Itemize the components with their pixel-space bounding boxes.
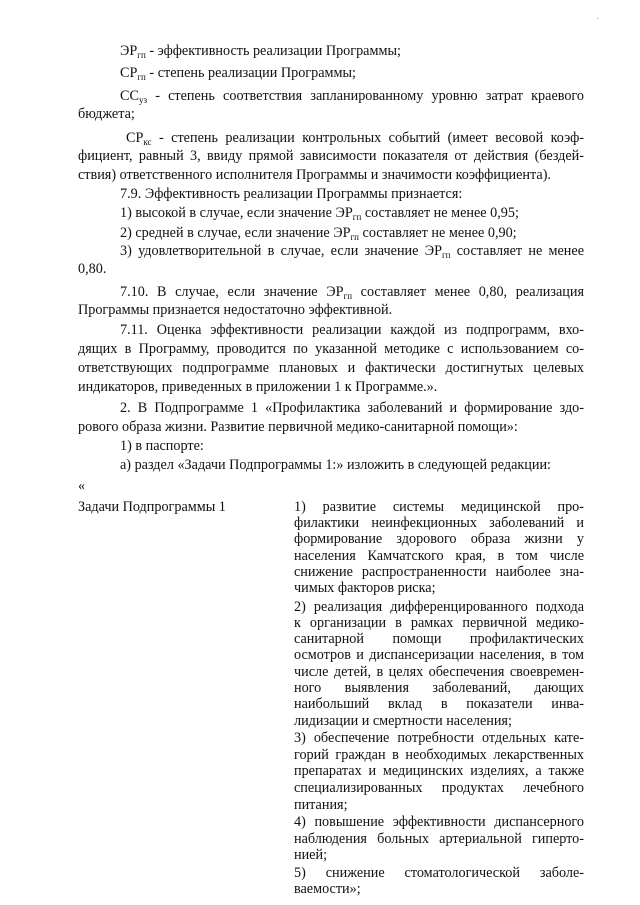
task-line: лидизации и смертности населения; bbox=[294, 712, 512, 729]
opening-quote: « bbox=[78, 478, 86, 494]
task-line: санитарной помощи профилактических bbox=[294, 630, 584, 647]
paragraph-2-line: 2. В Подпрограмме 1 «Профилактика заболеваний и формирование здо- bbox=[120, 400, 584, 416]
corner-mark: · bbox=[596, 14, 600, 25]
definition-cont: бюджета; bbox=[78, 106, 135, 122]
definition-ssuz: $СС_{уз}$ - степень соответствия запланированному уровню затрат краевого bbox=[120, 88, 584, 105]
paragraph-7-11-line: индикаторов, приведенных в приложении 1 к Программе.». bbox=[78, 379, 438, 395]
subpoint-a: а) раздел «Задачи Подпрограммы 1:» изложить в следующей редакции: bbox=[120, 457, 551, 473]
paragraph-7-9-heading: 7.9. Эффективность реализации Программы признается: bbox=[120, 186, 463, 202]
paragraph-7-9-item: 1) высокой в случае, если значение $ЭР_{гп}$ составляет не менее 0,95; bbox=[120, 205, 519, 222]
paragraph-2-line: рового образа жизни. Развитие первичной медико-санитарной помощи»: bbox=[78, 419, 518, 435]
paragraph-7-9-tail: 0,80. bbox=[78, 261, 107, 277]
task-line: специализированных продуктах лечебного bbox=[294, 779, 584, 796]
task-line: ваемости»; bbox=[294, 881, 361, 897]
task-line: населения Камчатского края, в том числе bbox=[294, 547, 584, 564]
task-line: снижение распространенности наиболее зна- bbox=[294, 563, 584, 580]
task-line: филактики неинфекционных заболеваний и bbox=[294, 514, 584, 531]
task-line: формирование здорового образа жизни у bbox=[294, 531, 584, 548]
definition-erpg: $ЭР_{гп}$ - эффективность реализации Программы; bbox=[120, 43, 401, 60]
paragraph-7-9-item: 3) удовлетворительной в случае, если значение $ЭР_{гп}$ составляет не менее bbox=[120, 243, 584, 260]
paragraph-7-10-line: Программы признается недостаточно эффективной. bbox=[78, 302, 393, 318]
definition-cont: ствия) ответственного исполнителя Программы и значимости коэффициента). bbox=[78, 167, 551, 183]
task-line: к организации в рамках первичной медико- bbox=[294, 615, 584, 632]
subpoint-1: 1) в паспорте: bbox=[120, 438, 204, 454]
task-line: 2) реализация дифференцированного подхода bbox=[294, 598, 584, 615]
task-line: наибольший вклад в показатели инва- bbox=[294, 696, 584, 713]
paragraph-7-11-line: ответствующих подпрограмме плановых и фактически достигнутых целевых bbox=[78, 360, 584, 376]
table-label: Задачи Подпрограммы 1 bbox=[78, 499, 226, 515]
task-line: нией; bbox=[294, 847, 328, 864]
paragraph-7-9-item: 2) средней в случае, если значение $ЭР_{гп}$ составляет не менее 0,90; bbox=[120, 225, 517, 242]
task-line: 3) обеспечение потребности отдельных кате- bbox=[294, 730, 584, 747]
task-line: 1) развитие системы медицинской про- bbox=[294, 499, 584, 515]
task-line: осмотров и диспансеризации населения, в том bbox=[294, 647, 584, 664]
definition-srgp: $СР_{гп}$ - степень реализации Программы; bbox=[120, 65, 356, 82]
paragraph-7-10: 7.10. В случае, если значение $ЭР_{гп}$ составляет менее 0,80, реализация bbox=[120, 284, 584, 301]
task-line: наблюдения больных артериальной гиперто- bbox=[294, 830, 584, 847]
paragraph-7-11-line: 7.11. Оценка эффективности реализации каждой из подпрограмм, вхо- bbox=[120, 322, 584, 338]
task-line: 5) снижение стоматологической заболе- bbox=[294, 864, 584, 881]
task-line: ного выявления заболеваний, дающих bbox=[294, 680, 584, 697]
task-line: питания; bbox=[294, 796, 348, 813]
task-line: препаратах и медицинских изделиях, а также bbox=[294, 763, 584, 780]
task-line: горий граждан в необходимых лекарственных bbox=[294, 746, 584, 763]
task-line: чимых факторов риска; bbox=[294, 580, 436, 597]
definition-srks: $СР_{кс}$ - степень реализации контрольных событий (имеет весовой коэф- bbox=[126, 130, 584, 147]
paragraph-7-11-line: дящих в Программу, проводится по указанной методике с использованием со- bbox=[78, 341, 584, 357]
task-line: числе детей, в целях обеспечения своевремен- bbox=[294, 663, 584, 680]
definition-cont: фициент, равный 3, ввиду прямой зависимости показателя от действия (бездей- bbox=[78, 148, 584, 164]
task-line: 4) повышение эффективности диспансерного bbox=[294, 814, 584, 831]
